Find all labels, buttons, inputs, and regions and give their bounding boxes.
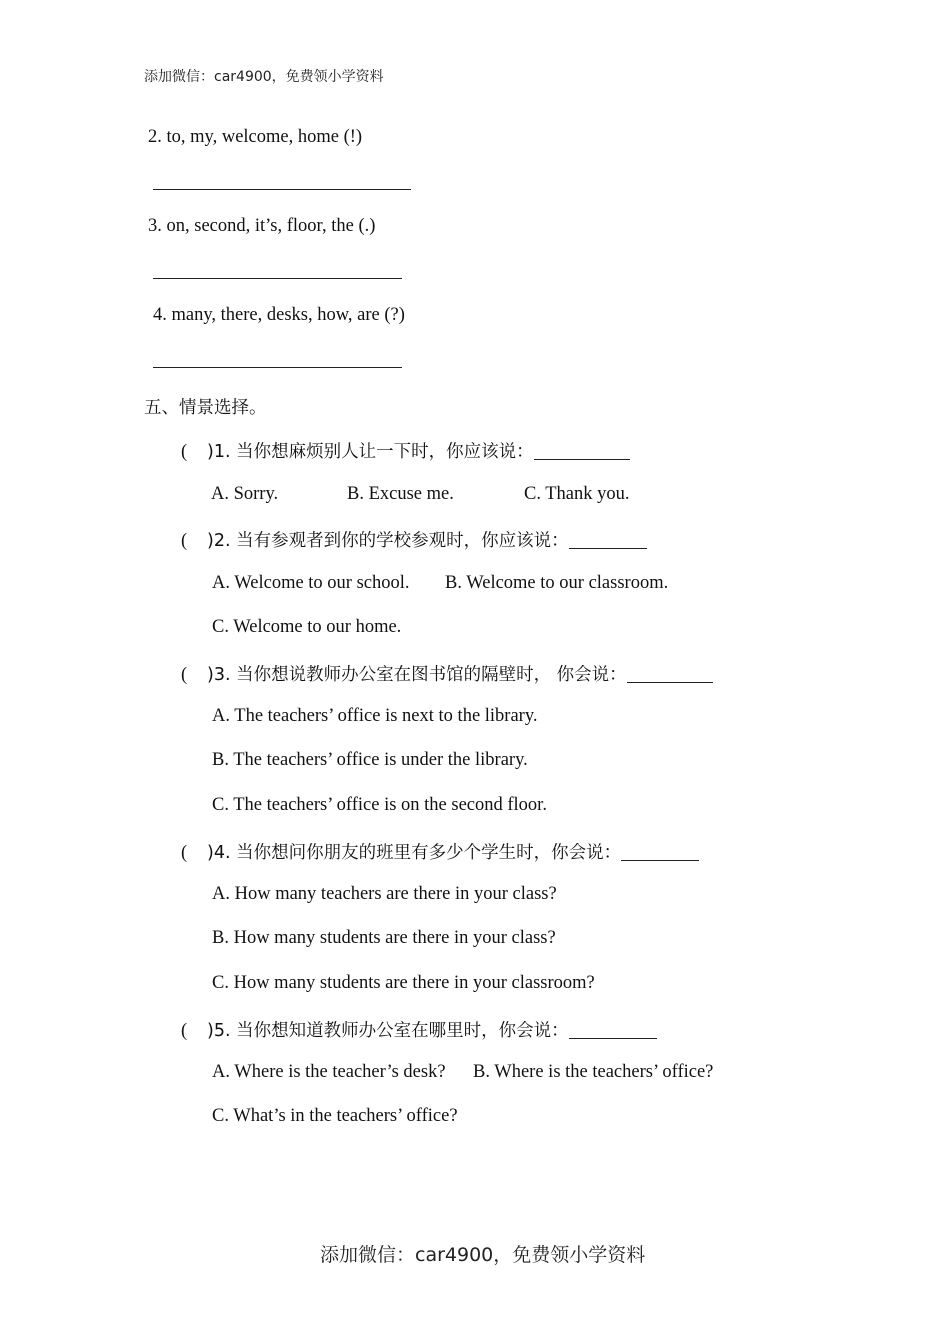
footer-note: 添加微信：car4900，免费领小学资料 [320, 1244, 646, 1266]
answer-paren: ( [181, 665, 188, 685]
option-b: B. Welcome to our classroom. [445, 573, 669, 593]
answer-blank [569, 530, 647, 549]
question-stem: )1. 当你想麻烦别人让一下时，你应该说： [207, 442, 534, 462]
option-b: B. How many students are there in your class? [212, 928, 556, 948]
option-c: C. Welcome to our home. [212, 617, 402, 637]
header-note: 添加微信：car4900，免费领小学资料 [144, 69, 384, 85]
question-1 [181, 438, 630, 463]
answer-blank [534, 441, 630, 460]
answer-line [153, 278, 402, 279]
reorder-item-4: 4. many, there, desks, how, are (?) [153, 305, 405, 325]
option-c: C. The teachers’ office is on the second floor. [212, 795, 547, 815]
option-a: A. Sorry. [211, 484, 279, 504]
answer-paren: ( [181, 442, 188, 462]
answer-line [153, 367, 402, 368]
question-2 [181, 527, 647, 552]
question-stem: )4. 当你想问你朋友的班里有多少个学生时，你会说： [207, 843, 622, 863]
answer-blank [621, 842, 699, 861]
question-stem: )5. 当你想知道教师办公室在哪里时，你会说： [207, 1021, 569, 1041]
option-b: B. The teachers’ office is under the library. [212, 750, 528, 770]
section-title: 五、情景选择。 [144, 398, 267, 418]
answer-line [153, 189, 411, 190]
option-a: A. How many teachers are there in your class? [212, 884, 557, 904]
option-a: A. Welcome to our school. [212, 573, 410, 593]
option-a: A. The teachers’ office is next to the library. [212, 706, 538, 726]
question-stem: )2. 当有参观者到你的学校参观时，你应该说： [207, 531, 569, 551]
option-b: B. Where is the teachers’ office? [473, 1062, 714, 1082]
answer-paren: ( [181, 531, 188, 551]
answer-blank [569, 1020, 657, 1039]
question-4 [181, 839, 699, 864]
answer-paren: ( [181, 843, 188, 863]
option-c: C. What’s in the teachers’ office? [212, 1106, 458, 1126]
option-b: B. Excuse me. [347, 484, 454, 504]
answer-blank [627, 664, 713, 683]
reorder-item-2: 2. to, my, welcome, home (!) [148, 127, 363, 147]
option-c: C. Thank you. [524, 484, 630, 504]
answer-paren: ( [181, 1021, 188, 1041]
reorder-item-3: 3. on, second, it’s, floor, the (.) [148, 216, 376, 236]
option-c: C. How many students are there in your classroom? [212, 973, 595, 993]
question-stem: )3. 当你想说教师办公室在图书馆的隔壁时， 你会说： [207, 665, 627, 685]
question-3 [181, 661, 713, 686]
option-a: A. Where is the teacher’s desk? [212, 1062, 446, 1082]
question-5 [181, 1017, 657, 1042]
